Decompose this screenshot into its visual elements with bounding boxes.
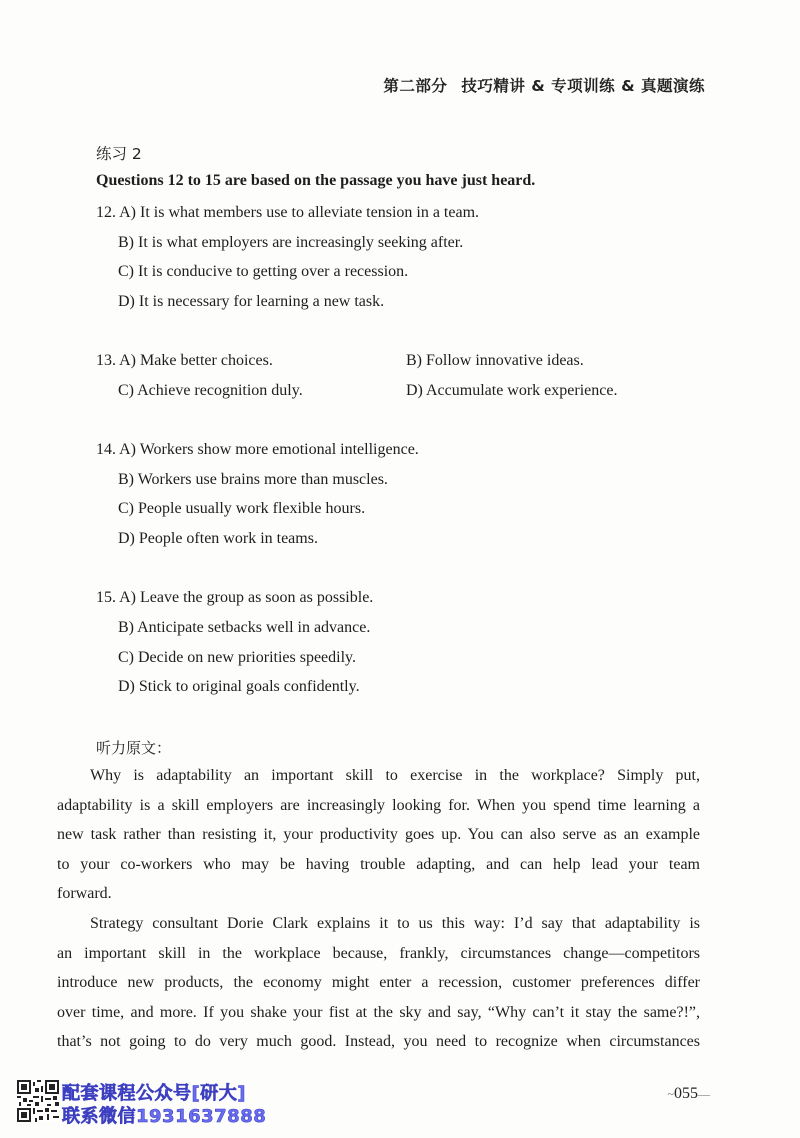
promo-wechat-contact: 联系微信1931637888 [62,1106,267,1127]
question-13-option-c: C) Achieve recognition duly. [118,382,303,399]
paragraph-line: Why is adaptability an important skill to exercise in the workplace? Simply put, [90,767,700,784]
qr-code-icon [17,1080,59,1122]
question-15-option-b: B) Anticipate setbacks well in advance. [118,619,371,636]
questions-instruction: Questions 12 to 15 are based on the passage you have just heard. [96,172,536,189]
question-15-option-a: 15. A) Leave the group as soon as possible. [96,589,374,606]
question-15-option-d: D) Stick to original goals confidently. [118,678,360,695]
question-number: 15. [96,589,116,606]
question-14-option-d: D) People often work in teams. [118,530,318,547]
question-14-option-b: B) Workers use brains more than muscles. [118,471,388,488]
question-15-option-c: C) Decide on new priorities speedily. [118,649,357,666]
question-14-option-a: 14. A) Workers show more emotional intelligence. [96,441,419,458]
question-number: 13. [96,352,116,369]
running-header [383,74,705,96]
page-number: ~055— [667,1085,710,1102]
promo-course-account: 配套课程公众号[研大] [62,1083,246,1104]
question-14-option-c: C) People usually work flexible hours. [118,500,366,517]
transcript-paragraph-2 [57,909,700,1057]
question-number: 14. [96,441,116,458]
paragraph-line: that’s not going to do very much good. Instead, you need to recognize when circumstances [57,1033,700,1050]
header-section: 技巧精讲 & 专项训练 & 真题演练 [461,77,705,95]
question-12-option-c: C) It is conducive to getting over a recession. [118,263,409,280]
header-part: 第二部分 [383,77,448,95]
paragraph-line: forward. [57,885,112,902]
question-number: 12. [96,204,116,221]
question-12-option-b: B) It is what employers are increasingly seeking after. [118,234,464,251]
question-12-option-a: 12. A) It is what members use to alleviate tension in a team. [96,204,480,221]
question-13-option-a: 13. A) Make better choices. [96,352,273,369]
paragraph-line: an important skill in the workplace because, frankly, circumstances change—competitors [57,944,700,962]
paragraph-line: to your co-workers who may be having trouble adapting, and can help lead your team [57,855,700,873]
question-13-option-d: D) Accumulate work experience. [406,382,618,399]
exercise-title: 练习 2 [96,145,142,163]
paragraph-line: over time, and more. If you shake your fist at the sky and say, “Why can’t it stay the same?!”, [57,1003,700,1021]
page-number-dash-left: ~ [667,1087,674,1101]
transcript-label: 听力原文： [96,739,172,757]
paragraph-line: new task rather than resisting it, your productivity goes up. You can also serve as an example [57,826,700,843]
paragraph-line: Strategy consultant Dorie Clark explains it to us this way: I’d say that adaptability is [90,915,700,932]
question-12-option-d: D) It is necessary for learning a new task. [118,293,385,310]
paragraph-line: introduce new products, the economy might enter a recession, customer preferences differ [57,974,700,991]
paragraph-line: adaptability is a skill employers are increasingly looking for. When you spend time learning a [57,796,700,814]
transcript-paragraph-1 [57,761,700,909]
question-13-option-b: B) Follow innovative ideas. [406,352,584,369]
page-number-dash-right: — [698,1087,710,1101]
